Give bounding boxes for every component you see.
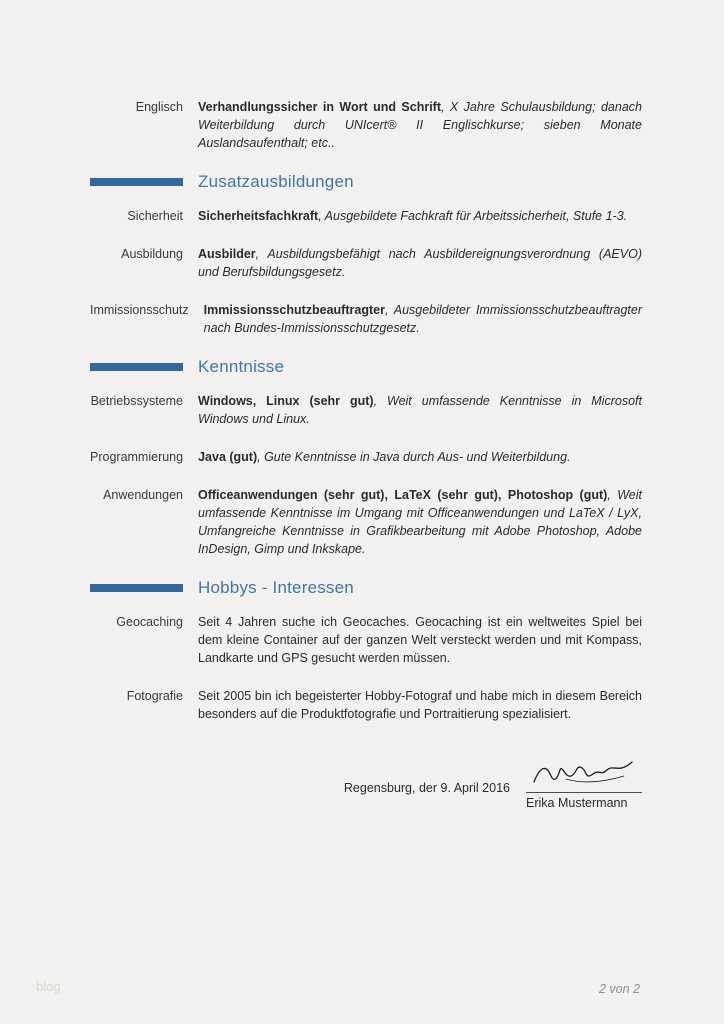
entry-body — [198, 448, 642, 466]
cv-entry-fotografie — [90, 687, 642, 723]
entry-body: Seit 4 Jahren suche ich Geocaches. Geocaching ist ein weltweites Spiel bei dem kleine Container auf der ganzen Welt versteckt werden und mit Kompass, Landkarte und GPS gesucht werden müssen. — [198, 615, 642, 665]
cv-entry-betriebssysteme — [90, 392, 642, 428]
entry-body — [198, 486, 642, 558]
footer-watermark: blog — [36, 979, 61, 994]
signature-line — [526, 792, 642, 793]
entry-desc: , Ausgebildeter Immissionsschutzbeauftragter nach Bundes-Immissionsschutzgesetz. — [203, 303, 642, 335]
entry-label: Betriebssysteme — [90, 394, 183, 408]
section-title: Hobbys - Interessen — [198, 578, 354, 597]
entry-body — [198, 392, 642, 428]
cv-entry-geocaching — [90, 613, 642, 667]
section-rule — [90, 584, 183, 592]
section-heading-kenntnisse — [90, 357, 642, 377]
cv-entry-englisch — [90, 98, 642, 152]
cv-entry-immissionsschutz — [90, 301, 642, 337]
entry-label: Geocaching — [116, 615, 183, 629]
entry-term: Java (gut) — [198, 450, 258, 464]
entry-term: Immissionsschutzbeauftragter — [203, 303, 385, 317]
entry-term: Windows, Linux (sehr gut) — [198, 394, 374, 408]
entry-desc: , Ausgebildete Fachkraft für Arbeitssicherheit, Stufe 1-3. — [318, 209, 628, 223]
signature-name: Erika Mustermann — [526, 796, 628, 810]
entry-label: Anwendungen — [103, 488, 183, 502]
entry-desc: , Weit umfassende Kenntnisse im Umgang mit Officeanwendungen und LaTeX / LyX, Umfangreiche Kenntnisse in Grafikbearbeitung mit Adobe Photoshop, Adobe InDesign, Gimp und Inkskape. — [198, 488, 642, 556]
entry-term: Officeanwendungen (sehr gut), LaTeX (sehr gut), Photoshop (gut) — [198, 488, 608, 502]
page-number: 2 von 2 — [598, 982, 640, 996]
cv-entry-programmierung — [90, 448, 642, 466]
closing-block — [90, 757, 642, 810]
entry-body — [198, 98, 642, 152]
section-title: Zusatzausbildungen — [198, 172, 354, 191]
entry-label: Sicherheit — [127, 209, 183, 223]
entry-desc: , Gute Kenntnisse in Java durch Aus- und Weiterbildung. — [257, 450, 571, 464]
section-rule — [90, 178, 183, 186]
cv-entry-ausbildung — [90, 245, 642, 281]
entry-label: Ausbildung — [121, 247, 183, 261]
section-title: Kenntnisse — [198, 357, 285, 376]
entry-label: Programmierung — [90, 450, 184, 464]
entry-body — [198, 245, 642, 281]
section-heading-zusatzausbildungen — [90, 172, 642, 192]
cv-content — [90, 98, 642, 810]
entry-term: Verhandlungssicher in Wort und Schrift — [198, 100, 442, 114]
signature-block — [526, 757, 642, 810]
entry-label: Fotografie — [126, 689, 183, 703]
entry-body — [198, 207, 642, 225]
entry-term: Sicherheitsfachkraft — [198, 209, 319, 223]
entry-desc: , X Jahre Schulausbildung; danach Weiterbildung durch UNIcert® II Englischkurse; sieben Monate Auslandsaufenthalt; etc.. — [198, 100, 642, 150]
section-heading-hobbys — [90, 578, 642, 598]
signature-image — [528, 757, 638, 791]
entry-label: Immissionsschutz — [90, 303, 189, 317]
entry-label: Englisch — [135, 100, 183, 114]
entry-body: Seit 2005 bin ich begeisterter Hobby-Fotograf und habe mich in diesem Bereich besonders auf die Produktfotografie und Portraitierung spezialisiert. — [198, 689, 642, 721]
cv-entry-sicherheit — [90, 207, 642, 225]
section-rule — [90, 363, 183, 371]
place-date: Regensburg, der 9. April 2016 — [343, 781, 510, 795]
cv-entry-anwendungen — [90, 486, 642, 558]
entry-desc: , Ausbildungsbefähigt nach Ausbildereignungsverordnung (AEVO) und Berufsbildungsgesetz. — [198, 247, 642, 279]
entry-body — [204, 301, 642, 337]
entry-term: Ausbilder — [198, 247, 256, 261]
entry-desc: , Weit umfassende Kenntnisse in Microsoft Windows und Linux. — [198, 394, 642, 426]
